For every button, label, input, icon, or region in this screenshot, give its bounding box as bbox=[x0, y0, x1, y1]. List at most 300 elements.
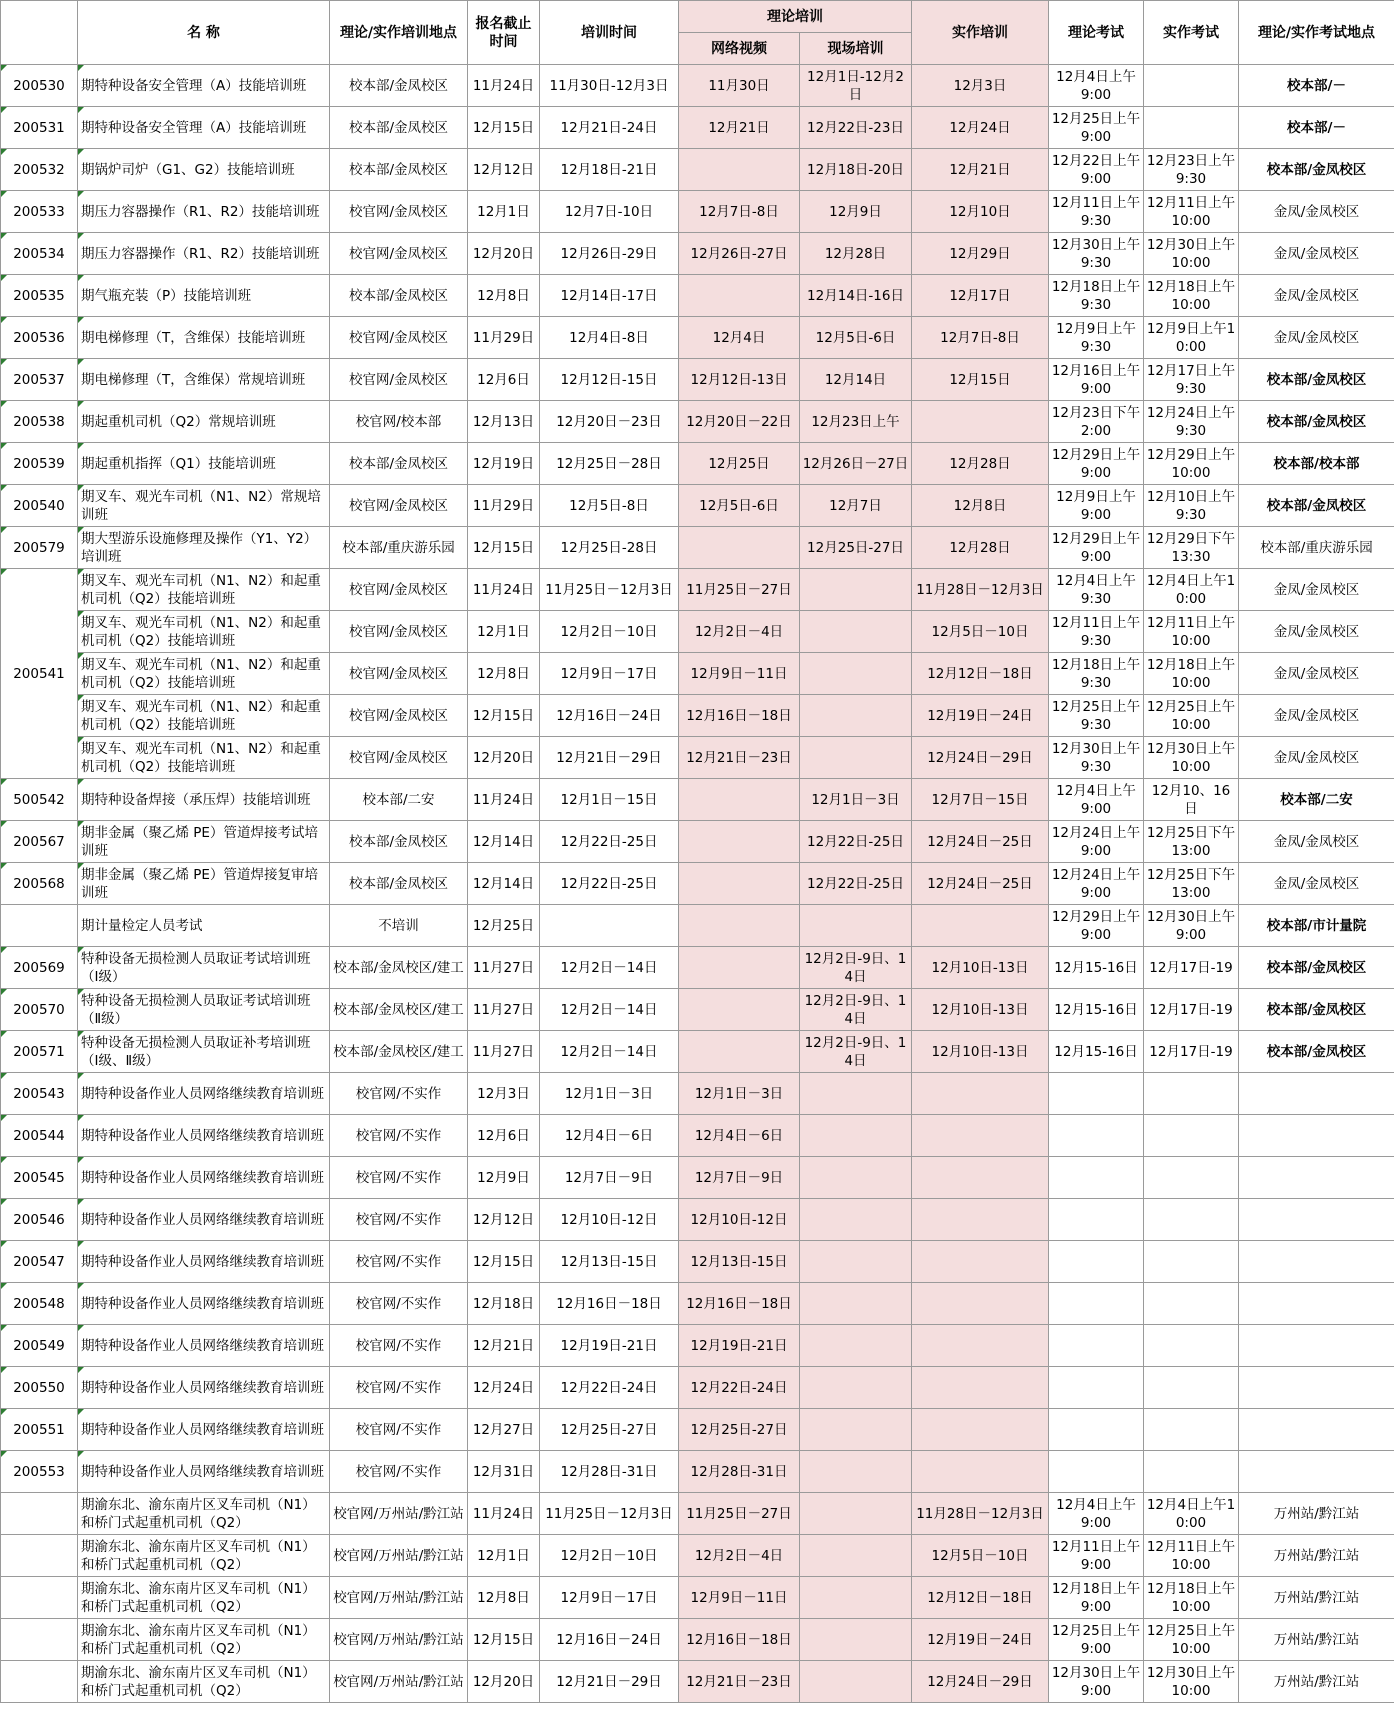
deadline-cell: 12月19日 bbox=[468, 443, 540, 485]
table-row bbox=[1, 443, 1394, 485]
exam-place-cell: 金凤/金凤校区 bbox=[1239, 569, 1394, 611]
class-name-cell: 期特种设备作业人员网络继续教育培训班 bbox=[78, 1409, 330, 1451]
exam-place-cell: 校本部/金凤校区 bbox=[1239, 1031, 1394, 1073]
deadline-cell: 12月12日 bbox=[468, 1199, 540, 1241]
train-time-cell: 12月5日-8日 bbox=[540, 485, 679, 527]
class-id-cell: 200539 bbox=[1, 443, 78, 485]
onsite-cell: 12月22日-25日 bbox=[800, 821, 912, 863]
practice-exam-cell: 12月30日上午10:00 bbox=[1144, 233, 1239, 275]
table-row bbox=[1, 947, 1394, 989]
exam-place-cell: 金凤/金凤校区 bbox=[1239, 737, 1394, 779]
deadline-cell: 11月29日 bbox=[468, 485, 540, 527]
net-video-cell bbox=[679, 905, 800, 947]
net-video-cell: 12月9日－11日 bbox=[679, 653, 800, 695]
onsite-cell bbox=[800, 695, 912, 737]
class-id-cell bbox=[1, 1493, 78, 1535]
theory-exam-cell: 12月11日上午9:00 bbox=[1049, 1535, 1144, 1577]
class-name-cell: 期特种设备作业人员网络继续教育培训班 bbox=[78, 1241, 330, 1283]
deadline-cell: 11月27日 bbox=[468, 1031, 540, 1073]
class-id-cell: 200534 bbox=[1, 233, 78, 275]
deadline-cell: 12月15日 bbox=[468, 695, 540, 737]
exam-place-cell: 金凤/金凤校区 bbox=[1239, 233, 1394, 275]
onsite-cell bbox=[800, 1073, 912, 1115]
deadline-cell: 12月18日 bbox=[468, 1283, 540, 1325]
theory-exam-cell: 12月11日上午9:30 bbox=[1049, 191, 1144, 233]
practice-train-cell: 12月12日－18日 bbox=[912, 1577, 1049, 1619]
theory-exam-cell: 12月18日上午9:00 bbox=[1049, 1577, 1144, 1619]
train-place-cell: 校官网/金凤校区 bbox=[330, 485, 468, 527]
net-video-cell: 12月25日 bbox=[679, 443, 800, 485]
onsite-cell: 12月25日-27日 bbox=[800, 527, 912, 569]
class-name-cell: 期渝东北、渝东南片区叉车司机（N1）和桥门式起重机司机（Q2） bbox=[78, 1661, 330, 1703]
theory-exam-cell: 12月4日上午9:00 bbox=[1049, 65, 1144, 107]
deadline-cell: 12月1日 bbox=[468, 1535, 540, 1577]
practice-train-cell: 12月21日 bbox=[912, 149, 1049, 191]
class-id-cell: 200550 bbox=[1, 1367, 78, 1409]
train-time-cell: 12月9日－17日 bbox=[540, 653, 679, 695]
practice-exam-cell: 12月25日下午13:00 bbox=[1144, 821, 1239, 863]
class-name-cell: 期渝东北、渝东南片区叉车司机（N1）和桥门式起重机司机（Q2） bbox=[78, 1619, 330, 1661]
net-video-cell bbox=[679, 779, 800, 821]
net-video-cell: 12月13日-15日 bbox=[679, 1241, 800, 1283]
train-place-cell: 校本部/金凤校区 bbox=[330, 65, 468, 107]
header-exam-place: 理论/实作考试地点 bbox=[1239, 1, 1394, 65]
table-row bbox=[1, 1535, 1394, 1577]
class-name-cell: 期锅炉司炉（G1、G2）技能培训班 bbox=[78, 149, 330, 191]
class-name-cell: 期叉车、观光车司机（N1、N2）常规培训班 bbox=[78, 485, 330, 527]
practice-train-cell: 12月10日-13日 bbox=[912, 989, 1049, 1031]
train-time-cell: 12月25日-27日 bbox=[540, 1409, 679, 1451]
train-time-cell: 12月9日－17日 bbox=[540, 1577, 679, 1619]
train-time-cell: 12月12日-15日 bbox=[540, 359, 679, 401]
theory-exam-cell: 12月15-16日 bbox=[1049, 1031, 1144, 1073]
train-place-cell: 校官网/不实作 bbox=[330, 1451, 468, 1493]
table-row bbox=[1, 1073, 1394, 1115]
header-train-time: 培训时间 bbox=[540, 1, 679, 65]
class-name-cell: 期特种设备作业人员网络继续教育培训班 bbox=[78, 1283, 330, 1325]
theory-exam-cell: 12月24日上午9:00 bbox=[1049, 863, 1144, 905]
onsite-cell bbox=[800, 1619, 912, 1661]
net-video-cell: 12月7日－9日 bbox=[679, 1157, 800, 1199]
net-video-cell bbox=[679, 863, 800, 905]
train-time-cell: 12月14日-17日 bbox=[540, 275, 679, 317]
deadline-cell: 12月25日 bbox=[468, 905, 540, 947]
table-row bbox=[1, 779, 1394, 821]
table-row bbox=[1, 1409, 1394, 1451]
net-video-cell bbox=[679, 821, 800, 863]
train-time-cell: 11月30日-12月3日 bbox=[540, 65, 679, 107]
train-place-cell: 不培训 bbox=[330, 905, 468, 947]
table-row bbox=[1, 1031, 1394, 1073]
table-row bbox=[1, 1661, 1394, 1703]
class-name-cell: 期叉车、观光车司机（N1、N2）和起重机司机（Q2）技能培训班 bbox=[78, 653, 330, 695]
header-theory-exam: 理论考试 bbox=[1049, 1, 1144, 65]
net-video-cell bbox=[679, 527, 800, 569]
practice-train-cell: 12月10日 bbox=[912, 191, 1049, 233]
deadline-cell: 12月8日 bbox=[468, 1577, 540, 1619]
practice-train-cell: 12月10日-13日 bbox=[912, 1031, 1049, 1073]
class-id-cell: 200530 bbox=[1, 65, 78, 107]
exam-place-cell: 万州站/黔江站 bbox=[1239, 1535, 1394, 1577]
theory-exam-cell: 12月9日上午9:00 bbox=[1049, 485, 1144, 527]
table-row bbox=[1, 863, 1394, 905]
table-row bbox=[1, 821, 1394, 863]
class-id-cell: 200567 bbox=[1, 821, 78, 863]
theory-exam-cell: 12月24日上午9:00 bbox=[1049, 821, 1144, 863]
table-row bbox=[1, 359, 1394, 401]
train-place-cell: 校官网/万州站/黔江站 bbox=[330, 1493, 468, 1535]
theory-exam-cell: 12月25日上午9:00 bbox=[1049, 107, 1144, 149]
table-row bbox=[1, 401, 1394, 443]
practice-exam-cell bbox=[1144, 1073, 1239, 1115]
onsite-cell: 12月23日上午 bbox=[800, 401, 912, 443]
class-name-cell: 期特种设备安全管理（A）技能培训班 bbox=[78, 65, 330, 107]
exam-place-cell: 金凤/金凤校区 bbox=[1239, 275, 1394, 317]
exam-place-cell: 校本部/－ bbox=[1239, 65, 1394, 107]
deadline-cell: 11月24日 bbox=[468, 569, 540, 611]
header-theory-train: 理论培训 bbox=[679, 1, 912, 33]
exam-place-cell: 金凤/金凤校区 bbox=[1239, 695, 1394, 737]
train-time-cell: 12月22日-25日 bbox=[540, 821, 679, 863]
train-place-cell: 校官网/金凤校区 bbox=[330, 569, 468, 611]
theory-exam-cell: 12月23日下午2:00 bbox=[1049, 401, 1144, 443]
practice-train-cell bbox=[912, 1115, 1049, 1157]
practice-train-cell: 12月15日 bbox=[912, 359, 1049, 401]
onsite-cell bbox=[800, 905, 912, 947]
exam-place-cell bbox=[1239, 1409, 1394, 1451]
deadline-cell: 12月24日 bbox=[468, 1367, 540, 1409]
train-time-cell: 12月25日-28日 bbox=[540, 527, 679, 569]
train-place-cell: 校官网/万州站/黔江站 bbox=[330, 1577, 468, 1619]
practice-exam-cell: 12月23日上午9:30 bbox=[1144, 149, 1239, 191]
onsite-cell: 12月1日－3日 bbox=[800, 779, 912, 821]
onsite-cell bbox=[800, 1283, 912, 1325]
practice-exam-cell: 12月18日上午10:00 bbox=[1144, 275, 1239, 317]
net-video-cell: 12月16日－18日 bbox=[679, 1283, 800, 1325]
practice-train-cell bbox=[912, 1409, 1049, 1451]
exam-place-cell: 校本部/二安 bbox=[1239, 779, 1394, 821]
theory-exam-cell: 12月29日上午9:00 bbox=[1049, 527, 1144, 569]
net-video-cell bbox=[679, 1031, 800, 1073]
practice-train-cell: 12月24日－25日 bbox=[912, 821, 1049, 863]
practice-train-cell: 12月5日－10日 bbox=[912, 611, 1049, 653]
deadline-cell: 12月6日 bbox=[468, 1115, 540, 1157]
deadline-cell: 12月8日 bbox=[468, 275, 540, 317]
train-time-cell: 12月25日－28日 bbox=[540, 443, 679, 485]
practice-train-cell bbox=[912, 1199, 1049, 1241]
class-id-cell: 200540 bbox=[1, 485, 78, 527]
net-video-cell: 12月4日－6日 bbox=[679, 1115, 800, 1157]
class-name-cell: 期电梯修理（T，含维保）常规培训班 bbox=[78, 359, 330, 401]
deadline-cell: 12月20日 bbox=[468, 737, 540, 779]
net-video-cell: 12月21日 bbox=[679, 107, 800, 149]
train-place-cell: 校官网/不实作 bbox=[330, 1157, 468, 1199]
train-place-cell: 校本部/金凤校区 bbox=[330, 821, 468, 863]
train-place-cell: 校官网/不实作 bbox=[330, 1325, 468, 1367]
train-time-cell: 12月2日－14日 bbox=[540, 1031, 679, 1073]
practice-exam-cell: 12月9日上午10:00 bbox=[1144, 317, 1239, 359]
practice-exam-cell: 12月10、16日 bbox=[1144, 779, 1239, 821]
practice-exam-cell: 12月24日上午9:30 bbox=[1144, 401, 1239, 443]
deadline-cell: 11月29日 bbox=[468, 317, 540, 359]
class-id-cell: 200551 bbox=[1, 1409, 78, 1451]
train-time-cell: 12月16日－18日 bbox=[540, 1283, 679, 1325]
class-id-cell: 200544 bbox=[1, 1115, 78, 1157]
practice-train-cell: 12月5日－10日 bbox=[912, 1535, 1049, 1577]
class-name-cell: 期非金属（聚乙烯 PE）管道焊接考试培训班 bbox=[78, 821, 330, 863]
train-time-cell: 12月7日－9日 bbox=[540, 1157, 679, 1199]
table-row bbox=[1, 275, 1394, 317]
practice-exam-cell: 12月18日上午10:00 bbox=[1144, 1577, 1239, 1619]
onsite-cell bbox=[800, 1661, 912, 1703]
practice-exam-cell: 12月17日-19 bbox=[1144, 947, 1239, 989]
train-place-cell: 校本部/金凤校区/建工 bbox=[330, 1031, 468, 1073]
onsite-cell: 12月14日-16日 bbox=[800, 275, 912, 317]
deadline-cell: 12月1日 bbox=[468, 611, 540, 653]
class-name-cell: 期特种设备作业人员网络继续教育培训班 bbox=[78, 1199, 330, 1241]
table-row bbox=[1, 1115, 1394, 1157]
table-body bbox=[1, 65, 1394, 1703]
class-name-cell: 期起重机指挥（Q1）技能培训班 bbox=[78, 443, 330, 485]
practice-exam-cell: 12月11日上午10:00 bbox=[1144, 611, 1239, 653]
train-time-cell: 12月4日－6日 bbox=[540, 1115, 679, 1157]
exam-place-cell bbox=[1239, 1199, 1394, 1241]
deadline-cell: 12月20日 bbox=[468, 1661, 540, 1703]
class-name-cell: 期大型游乐设施修理及操作（Y1、Y2）培训班 bbox=[78, 527, 330, 569]
practice-exam-cell: 12月11日上午10:00 bbox=[1144, 191, 1239, 233]
practice-train-cell bbox=[912, 1241, 1049, 1283]
train-time-cell: 12月2日－10日 bbox=[540, 1535, 679, 1577]
theory-exam-cell bbox=[1049, 1241, 1144, 1283]
table-row bbox=[1, 149, 1394, 191]
train-time-cell: 12月1日－15日 bbox=[540, 779, 679, 821]
train-time-cell: 12月20日－23日 bbox=[540, 401, 679, 443]
net-video-cell: 11月25日－27日 bbox=[679, 569, 800, 611]
theory-exam-cell: 12月18日上午9:30 bbox=[1049, 653, 1144, 695]
train-time-cell: 12月21日－29日 bbox=[540, 1661, 679, 1703]
train-place-cell: 校官网/万州站/黔江站 bbox=[330, 1619, 468, 1661]
header-name: 名 称 bbox=[78, 1, 330, 65]
onsite-cell bbox=[800, 1451, 912, 1493]
net-video-cell: 12月7日-8日 bbox=[679, 191, 800, 233]
class-name-cell: 期特种设备焊接（承压焊）技能培训班 bbox=[78, 779, 330, 821]
exam-place-cell: 金凤/金凤校区 bbox=[1239, 191, 1394, 233]
class-id-cell: 200541 bbox=[1, 569, 78, 779]
deadline-cell: 11月24日 bbox=[468, 1493, 540, 1535]
practice-train-cell: 12月10日-13日 bbox=[912, 947, 1049, 989]
exam-place-cell: 万州站/黔江站 bbox=[1239, 1619, 1394, 1661]
net-video-cell: 12月16日－18日 bbox=[679, 1619, 800, 1661]
onsite-cell: 12月1日-12月2日 bbox=[800, 65, 912, 107]
practice-exam-cell: 12月4日上午10:00 bbox=[1144, 1493, 1239, 1535]
onsite-cell: 12月22日-23日 bbox=[800, 107, 912, 149]
exam-place-cell: 校本部/校本部 bbox=[1239, 443, 1394, 485]
train-place-cell: 校官网/金凤校区 bbox=[330, 233, 468, 275]
train-time-cell: 12月19日-21日 bbox=[540, 1325, 679, 1367]
exam-place-cell: 万州站/黔江站 bbox=[1239, 1661, 1394, 1703]
net-video-cell: 12月22日-24日 bbox=[679, 1367, 800, 1409]
exam-place-cell bbox=[1239, 1241, 1394, 1283]
class-name-cell: 特种设备无损检测人员取证考试培训班（Ⅰ级） bbox=[78, 947, 330, 989]
class-name-cell: 期特种设备作业人员网络继续教育培训班 bbox=[78, 1157, 330, 1199]
practice-exam-cell bbox=[1144, 1367, 1239, 1409]
class-name-cell: 期特种设备作业人员网络继续教育培训班 bbox=[78, 1115, 330, 1157]
train-time-cell: 12月26日-29日 bbox=[540, 233, 679, 275]
deadline-cell: 12月15日 bbox=[468, 1619, 540, 1661]
class-id-cell: 200546 bbox=[1, 1199, 78, 1241]
practice-exam-cell: 12月30日上午10:00 bbox=[1144, 737, 1239, 779]
deadline-cell: 12月20日 bbox=[468, 233, 540, 275]
exam-place-cell bbox=[1239, 1073, 1394, 1115]
train-time-cell: 12月21日－29日 bbox=[540, 737, 679, 779]
onsite-cell bbox=[800, 1325, 912, 1367]
practice-exam-cell bbox=[1144, 107, 1239, 149]
class-id-cell: 200543 bbox=[1, 1073, 78, 1115]
practice-train-cell: 11月28日－12月3日 bbox=[912, 1493, 1049, 1535]
header-deadline: 报名截止时间 bbox=[468, 1, 540, 65]
header-practice-exam: 实作考试 bbox=[1144, 1, 1239, 65]
deadline-cell: 11月24日 bbox=[468, 65, 540, 107]
onsite-cell: 12月22日-25日 bbox=[800, 863, 912, 905]
header-net-video: 网络视频 bbox=[679, 33, 800, 65]
practice-exam-cell: 12月10日上午9:30 bbox=[1144, 485, 1239, 527]
deadline-cell: 12月12日 bbox=[468, 149, 540, 191]
train-place-cell: 校本部/金凤校区 bbox=[330, 275, 468, 317]
deadline-cell: 12月15日 bbox=[468, 527, 540, 569]
train-place-cell: 校官网/金凤校区 bbox=[330, 611, 468, 653]
exam-place-cell: 金凤/金凤校区 bbox=[1239, 611, 1394, 653]
practice-train-cell: 12月19日－24日 bbox=[912, 695, 1049, 737]
train-place-cell: 校官网/不实作 bbox=[330, 1283, 468, 1325]
train-time-cell: 12月18日-21日 bbox=[540, 149, 679, 191]
train-time-cell: 12月2日－14日 bbox=[540, 989, 679, 1031]
onsite-cell: 12月26日－27日 bbox=[800, 443, 912, 485]
net-video-cell: 12月5日-6日 bbox=[679, 485, 800, 527]
deadline-cell: 12月31日 bbox=[468, 1451, 540, 1493]
net-video-cell: 12月19日-21日 bbox=[679, 1325, 800, 1367]
practice-exam-cell: 12月17日上午9:30 bbox=[1144, 359, 1239, 401]
onsite-cell bbox=[800, 1493, 912, 1535]
table-row bbox=[1, 317, 1394, 359]
class-id-cell: 500542 bbox=[1, 779, 78, 821]
exam-place-cell: 校本部/金凤校区 bbox=[1239, 149, 1394, 191]
practice-train-cell bbox=[912, 1283, 1049, 1325]
train-place-cell: 校本部/金凤校区/建工 bbox=[330, 947, 468, 989]
deadline-cell: 12月21日 bbox=[468, 1325, 540, 1367]
deadline-cell: 12月1日 bbox=[468, 191, 540, 233]
train-time-cell: 12月28日-31日 bbox=[540, 1451, 679, 1493]
net-video-cell bbox=[679, 149, 800, 191]
class-id-cell bbox=[1, 1619, 78, 1661]
theory-exam-cell: 12月4日上午9:30 bbox=[1049, 569, 1144, 611]
practice-train-cell: 12月24日－25日 bbox=[912, 863, 1049, 905]
train-place-cell: 校官网/金凤校区 bbox=[330, 653, 468, 695]
practice-exam-cell: 12月30日上午9:00 bbox=[1144, 905, 1239, 947]
net-video-cell: 12月21日－23日 bbox=[679, 737, 800, 779]
theory-exam-cell bbox=[1049, 1451, 1144, 1493]
table-row bbox=[1, 527, 1394, 569]
train-place-cell: 校本部/金凤校区/建工 bbox=[330, 989, 468, 1031]
practice-train-cell: 11月28日－12月3日 bbox=[912, 569, 1049, 611]
theory-exam-cell: 12月25日上午9:30 bbox=[1049, 695, 1144, 737]
class-name-cell: 期叉车、观光车司机（N1、N2）和起重机司机（Q2）技能培训班 bbox=[78, 737, 330, 779]
header-id bbox=[1, 1, 78, 65]
table-row bbox=[1, 485, 1394, 527]
net-video-cell: 12月26日-27日 bbox=[679, 233, 800, 275]
class-name-cell: 期渝东北、渝东南片区叉车司机（N1）和桥门式起重机司机（Q2） bbox=[78, 1577, 330, 1619]
practice-exam-cell: 12月18日上午10:00 bbox=[1144, 653, 1239, 695]
class-name-cell: 期特种设备作业人员网络继续教育培训班 bbox=[78, 1367, 330, 1409]
net-video-cell: 12月1日－3日 bbox=[679, 1073, 800, 1115]
table-row bbox=[1, 1325, 1394, 1367]
theory-exam-cell bbox=[1049, 1073, 1144, 1115]
class-id-cell: 200531 bbox=[1, 107, 78, 149]
train-time-cell: 12月2日－14日 bbox=[540, 947, 679, 989]
class-id-cell bbox=[1, 1661, 78, 1703]
practice-train-cell bbox=[912, 1073, 1049, 1115]
net-video-cell bbox=[679, 275, 800, 317]
practice-exam-cell: 12月30日上午10:00 bbox=[1144, 1661, 1239, 1703]
practice-exam-cell bbox=[1144, 65, 1239, 107]
class-id-cell: 200568 bbox=[1, 863, 78, 905]
exam-place-cell bbox=[1239, 1367, 1394, 1409]
onsite-cell bbox=[800, 611, 912, 653]
practice-exam-cell bbox=[1144, 1199, 1239, 1241]
train-time-cell: 11月25日－12月3日 bbox=[540, 1493, 679, 1535]
theory-exam-cell bbox=[1049, 1409, 1144, 1451]
theory-exam-cell bbox=[1049, 1199, 1144, 1241]
deadline-cell: 12月15日 bbox=[468, 1241, 540, 1283]
deadline-cell: 12月8日 bbox=[468, 653, 540, 695]
deadline-cell: 12月14日 bbox=[468, 821, 540, 863]
theory-exam-cell: 12月30日上午9:00 bbox=[1049, 1661, 1144, 1703]
train-place-cell: 校官网/不实作 bbox=[330, 1367, 468, 1409]
train-time-cell: 12月13日-15日 bbox=[540, 1241, 679, 1283]
class-id-cell: 200533 bbox=[1, 191, 78, 233]
deadline-cell: 12月14日 bbox=[468, 863, 540, 905]
class-name-cell: 期叉车、观光车司机（N1、N2）和起重机司机（Q2）技能培训班 bbox=[78, 569, 330, 611]
class-name-cell: 期特种设备作业人员网络继续教育培训班 bbox=[78, 1073, 330, 1115]
train-place-cell: 校官网/金凤校区 bbox=[330, 737, 468, 779]
table-row bbox=[1, 1283, 1394, 1325]
onsite-cell: 12月14日 bbox=[800, 359, 912, 401]
table-row bbox=[1, 1451, 1394, 1493]
exam-place-cell: 万州站/黔江站 bbox=[1239, 1493, 1394, 1535]
onsite-cell bbox=[800, 1241, 912, 1283]
exam-place-cell bbox=[1239, 1283, 1394, 1325]
table-row bbox=[1, 905, 1394, 947]
onsite-cell bbox=[800, 1409, 912, 1451]
practice-exam-cell: 12月25日上午10:00 bbox=[1144, 695, 1239, 737]
onsite-cell: 12月2日-9日、14日 bbox=[800, 1031, 912, 1073]
table-row bbox=[1, 1241, 1394, 1283]
table-row bbox=[1, 569, 1394, 611]
train-time-cell: 12月16日－24日 bbox=[540, 1619, 679, 1661]
table-row bbox=[1, 695, 1394, 737]
class-name-cell: 期起重机司机（Q2）常规培训班 bbox=[78, 401, 330, 443]
class-id-cell: 200569 bbox=[1, 947, 78, 989]
header-onsite: 现场培训 bbox=[800, 33, 912, 65]
theory-exam-cell: 12月30日上午9:30 bbox=[1049, 233, 1144, 275]
theory-exam-cell: 12月4日上午9:00 bbox=[1049, 1493, 1144, 1535]
class-id-cell: 200549 bbox=[1, 1325, 78, 1367]
exam-place-cell: 校本部/市计量院 bbox=[1239, 905, 1394, 947]
train-time-cell bbox=[540, 905, 679, 947]
theory-exam-cell bbox=[1049, 1283, 1144, 1325]
practice-train-cell bbox=[912, 905, 1049, 947]
class-name-cell: 期渝东北、渝东南片区叉车司机（N1）和桥门式起重机司机（Q2） bbox=[78, 1535, 330, 1577]
deadline-cell: 12月3日 bbox=[468, 1073, 540, 1115]
